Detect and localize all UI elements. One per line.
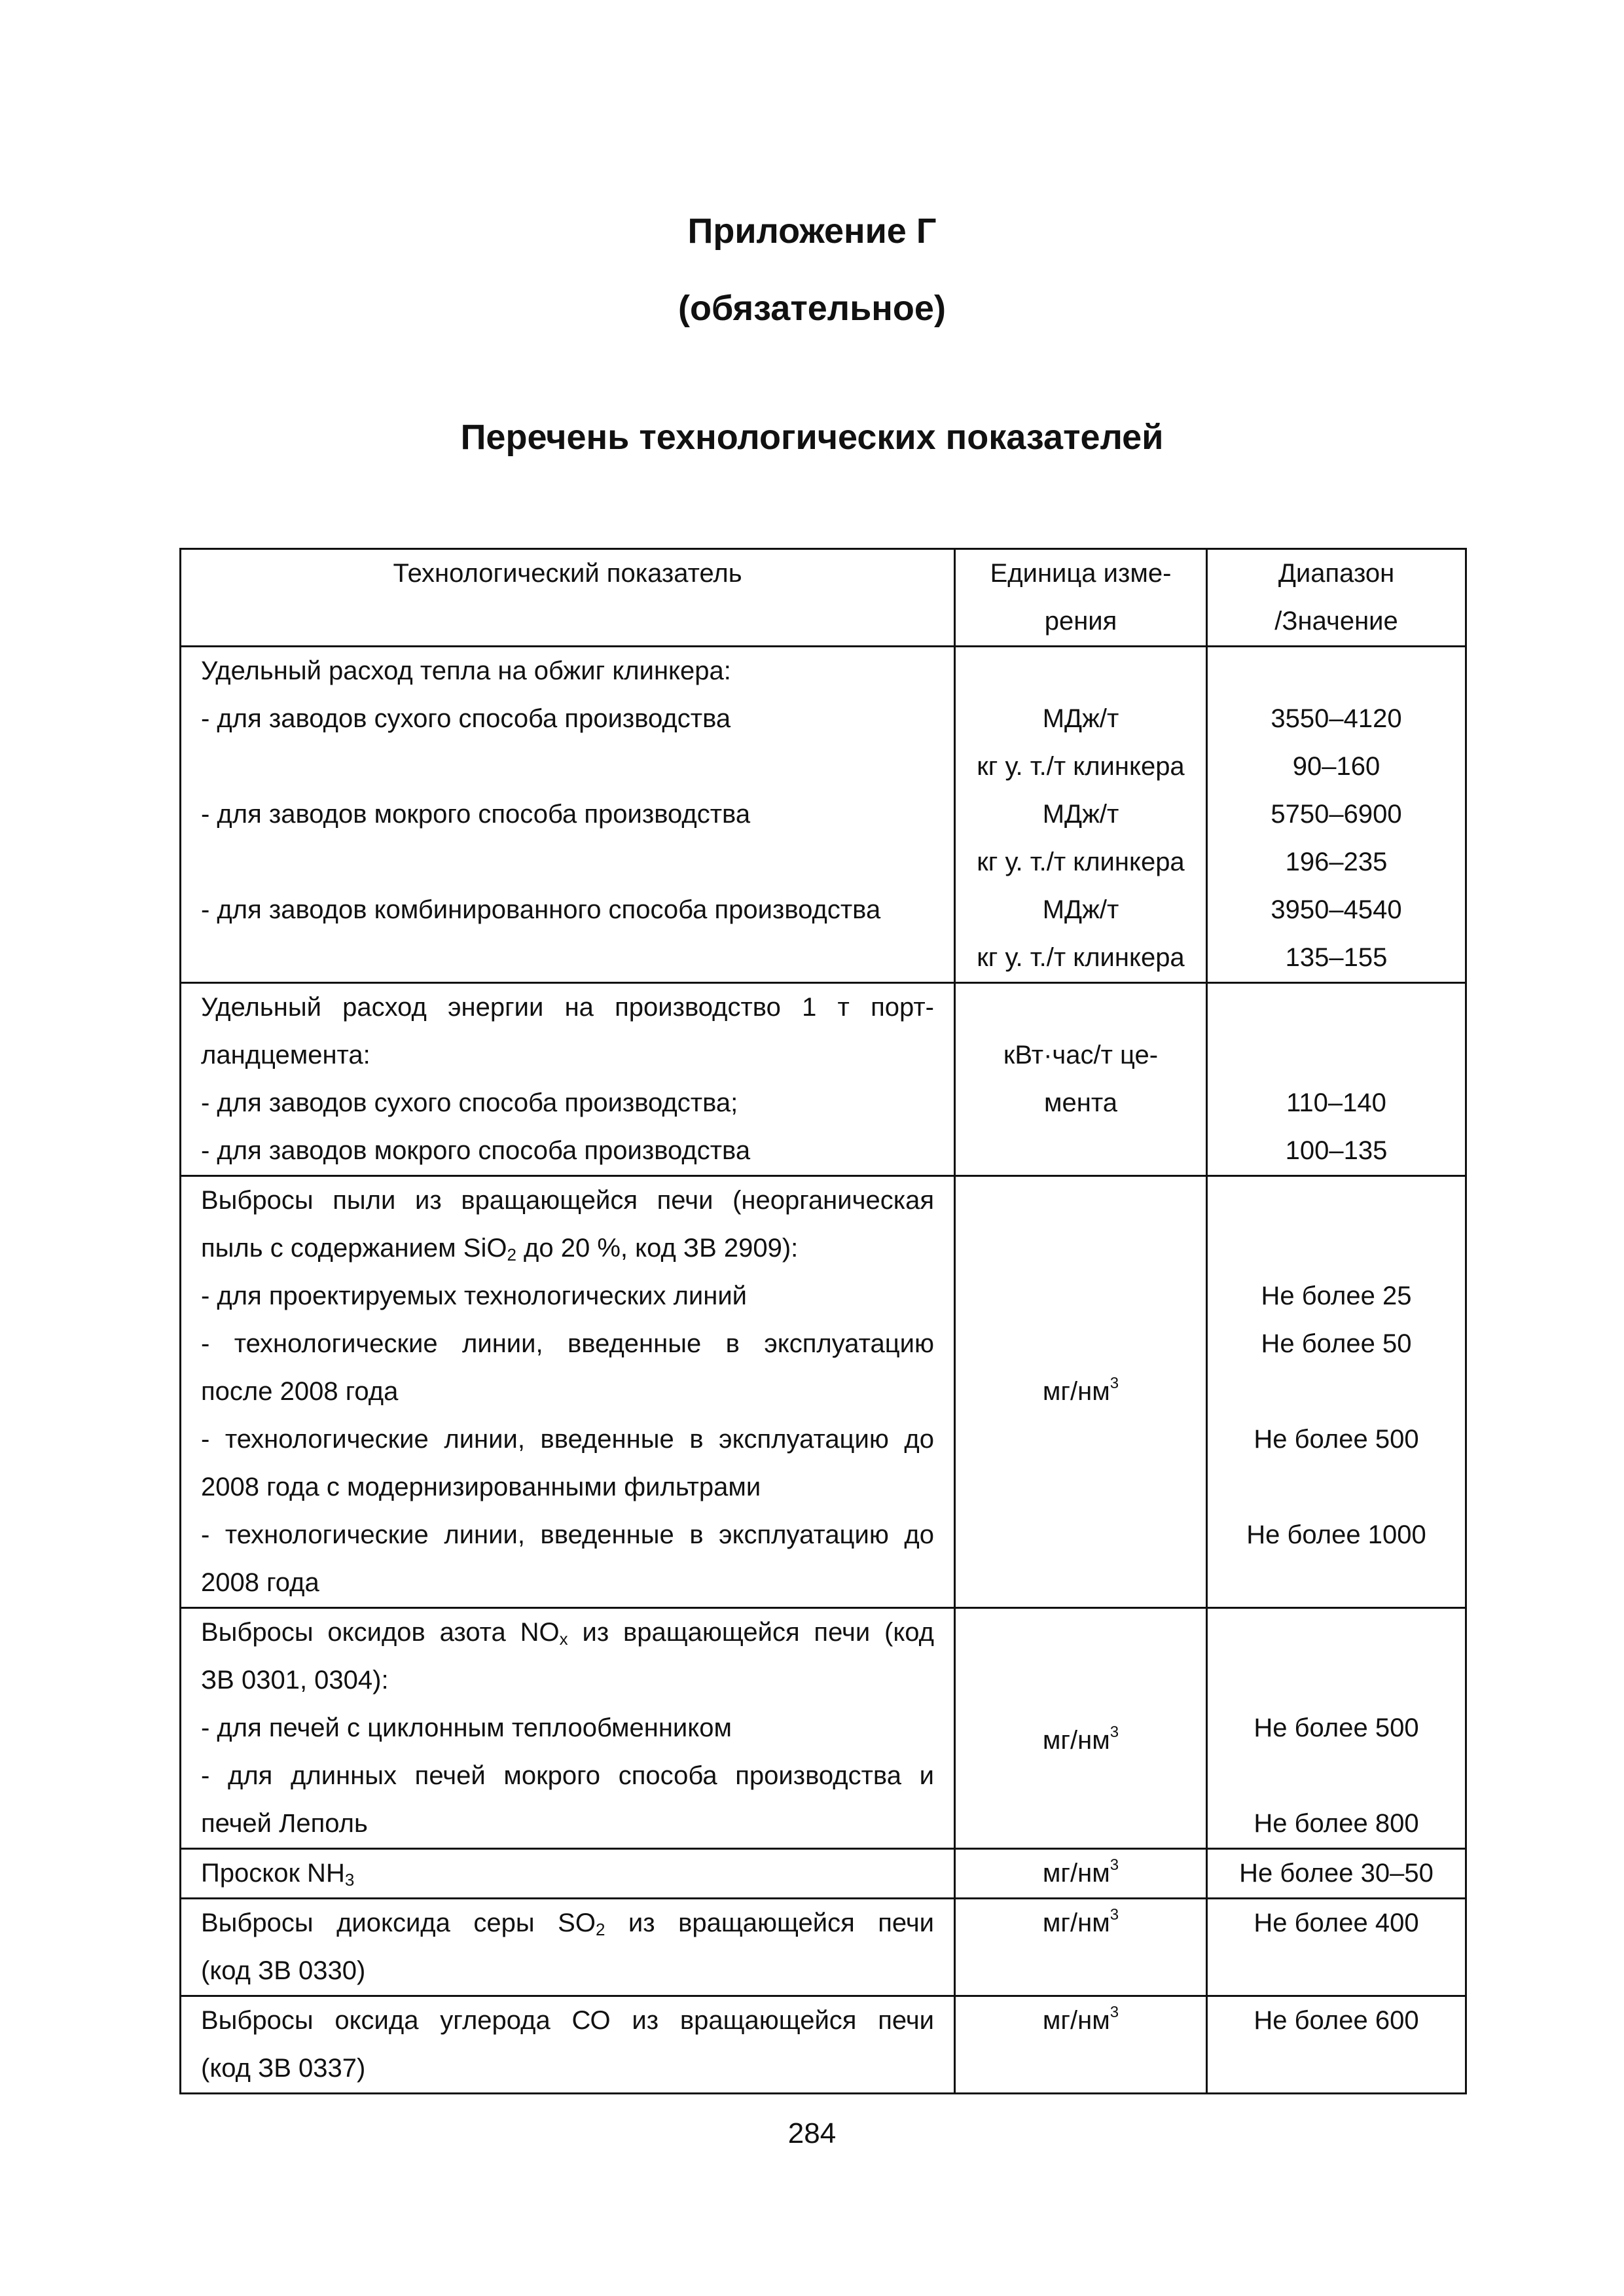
dust-modernized-line1: - технологические линии, введенные в эксплуатацию до bbox=[201, 1425, 934, 1454]
dust-new-lines: - для проектируемых технологических линий bbox=[201, 1282, 748, 1310]
heat-wet-unit-kg: кг у. т./т клинкера bbox=[977, 848, 1185, 876]
appendix-status: (обязательное) bbox=[678, 289, 946, 328]
nox-long-line1: - для длинных печей мокрого способа производства и bbox=[201, 1761, 934, 1790]
nox-long-value: Не более 800 bbox=[1254, 1809, 1419, 1838]
nh3-indicator bbox=[181, 1849, 955, 1899]
nh3-value: Не более 30–50 bbox=[1239, 1859, 1434, 1888]
energy-wet: - для заводов мокрого способа производства bbox=[201, 1136, 751, 1165]
heat-comb-unit-mj: МДж/т bbox=[1042, 895, 1119, 924]
co-unit-text: $мг/нм^3$ bbox=[1042, 2003, 1119, 2035]
energy-indicator bbox=[181, 983, 955, 1176]
nh3-unit-text: $мг/нм^3$ bbox=[1042, 1856, 1119, 1888]
header-range-line1: Диапазон bbox=[1278, 559, 1395, 588]
dust-after2008-line1: - технологические линии, введенные в эксплуатацию bbox=[201, 1329, 934, 1358]
header-indicator bbox=[181, 549, 955, 647]
table-row-nox bbox=[181, 1608, 1466, 1849]
heat-wet-unit-mj: МДж/т bbox=[1042, 800, 1119, 829]
nox-title-line2: ЗВ 0301, 0304): bbox=[201, 1666, 389, 1695]
nox-unit bbox=[955, 1608, 1207, 1849]
energy-values bbox=[1207, 983, 1466, 1176]
table-row-energy bbox=[181, 983, 1466, 1176]
nox-long-line2: печей Леполь bbox=[201, 1809, 368, 1838]
dust-after2008-line2: после 2008 года bbox=[201, 1377, 399, 1406]
table-header-row bbox=[181, 549, 1466, 647]
nox-unit-text: $мг/нм^3$ bbox=[1042, 1723, 1119, 1755]
heat-wet-kg-value: 196–235 bbox=[1285, 848, 1388, 876]
heat-combined: - для заводов комбинированного способа производства bbox=[201, 895, 881, 924]
so2-line1: Выбросы диоксида серы $SO_2$ из вращающейся печи bbox=[201, 1909, 934, 1939]
so2-unit bbox=[955, 1899, 1207, 1996]
energy-title-line1: Удельный расход энергии на производство 1 т порт- bbox=[201, 993, 934, 1022]
appendix-title: Приложение Г bbox=[687, 211, 937, 251]
nox-values bbox=[1207, 1608, 1466, 1849]
heat-wet-mj-value: 5750–6900 bbox=[1271, 800, 1402, 829]
co-indicator bbox=[181, 1996, 955, 2094]
energy-unit-line2: мента bbox=[1044, 1088, 1117, 1117]
dust-after2008-value: Не более 50 bbox=[1261, 1329, 1412, 1358]
dust-indicator bbox=[181, 1176, 955, 1608]
header-range bbox=[1207, 549, 1466, 647]
dust-unit-text: $мг/нм^3$ bbox=[1042, 1374, 1119, 1406]
co-line2: (код ЗВ 0337) bbox=[201, 2054, 366, 2083]
header-indicator-text: Технологический показатель bbox=[393, 559, 742, 588]
heat-title: Удельный расход тепла на обжиг клинкера: bbox=[201, 656, 731, 685]
heat-wet: - для заводов мокрого способа производства bbox=[201, 800, 751, 829]
heat-dry-mj-value: 3550–4120 bbox=[1271, 704, 1402, 733]
table-row-so2 bbox=[181, 1899, 1466, 1996]
co-unit bbox=[955, 1996, 1207, 2094]
so2-values bbox=[1207, 1899, 1466, 1996]
heat-values bbox=[1207, 647, 1466, 983]
so2-indicator bbox=[181, 1899, 955, 1996]
header-range-line2: /Значение bbox=[1274, 607, 1398, 636]
table-row-co bbox=[181, 1996, 1466, 2094]
co-values bbox=[1207, 1996, 1466, 2094]
table-title: Перечень технологических показателей bbox=[460, 418, 1164, 457]
header-unit-line1: Единица изме- bbox=[990, 559, 1172, 588]
table-row-nh3 bbox=[181, 1849, 1466, 1899]
nox-indicator bbox=[181, 1608, 955, 1849]
nox-cyclone-value: Не более 500 bbox=[1254, 1713, 1419, 1742]
nh3-values bbox=[1207, 1849, 1466, 1899]
table-row-dust bbox=[181, 1176, 1466, 1608]
dust-old-line1: - технологические линии, введенные в эксплуатацию до bbox=[201, 1520, 934, 1549]
dust-modernized-line2: 2008 года с модернизированными фильтрами bbox=[201, 1473, 761, 1501]
heat-dry-unit-mj: МДж/т bbox=[1042, 704, 1119, 733]
heat-comb-mj-value: 3950–4540 bbox=[1271, 895, 1402, 924]
energy-wet-value: 100–135 bbox=[1285, 1136, 1388, 1165]
page-number: 284 bbox=[787, 2117, 837, 2149]
nox-title-line1: Выбросы оксидов азота $NO_x$ из вращающейся печи (код bbox=[201, 1618, 935, 1649]
energy-unit-line1: кВт·час/т це- bbox=[1003, 1041, 1159, 1069]
heat-units bbox=[955, 647, 1207, 983]
dust-old-value: Не более 1000 bbox=[1246, 1520, 1426, 1549]
header-unit bbox=[955, 549, 1207, 647]
dust-values bbox=[1207, 1176, 1466, 1608]
dust-title-line2: пыль с содержанием SiO$_2$ до 20 %, код ЗВ 2909): bbox=[201, 1234, 799, 1265]
energy-unit bbox=[955, 983, 1207, 1176]
energy-dry-value: 110–140 bbox=[1286, 1088, 1386, 1117]
dust-new-value: Не более 25 bbox=[1261, 1282, 1412, 1310]
dust-unit bbox=[955, 1176, 1207, 1608]
energy-title-line2: ландцемента: bbox=[201, 1041, 370, 1069]
dust-title-line1: Выбросы пыли из вращающейся печи (неорганическая bbox=[201, 1186, 934, 1215]
so2-line2: (код ЗВ 0330) bbox=[201, 1956, 366, 1985]
heat-dry: - для заводов сухого способа производства bbox=[201, 704, 731, 733]
heat-comb-kg-value: 135–155 bbox=[1285, 943, 1388, 972]
table-row-heat bbox=[181, 647, 1466, 983]
so2-unit-text: $мг/нм^3$ bbox=[1042, 1906, 1119, 1937]
heat-indicator bbox=[181, 647, 955, 983]
header-unit-line2: рения bbox=[1044, 607, 1117, 636]
indicators-table bbox=[179, 548, 1467, 2094]
nh3-label: Проскок $NH_3$ bbox=[201, 1859, 355, 1890]
dust-old-line2: 2008 года bbox=[201, 1568, 319, 1597]
co-line1: Выбросы оксида углерода СО из вращающейся печи bbox=[201, 2006, 934, 2035]
energy-dry: - для заводов сухого способа производства; bbox=[201, 1088, 738, 1117]
heat-comb-unit-kg: кг у. т./т клинкера bbox=[977, 943, 1185, 972]
heat-dry-kg-value: 90–160 bbox=[1292, 752, 1380, 781]
nh3-unit bbox=[955, 1849, 1207, 1899]
dust-modernized-value: Не более 500 bbox=[1254, 1425, 1419, 1454]
nox-cyclone: - для печей с циклонным теплообменником bbox=[201, 1713, 732, 1742]
co-value: Не более 600 bbox=[1254, 2006, 1419, 2035]
so2-value: Не более 400 bbox=[1254, 1909, 1419, 1937]
heat-dry-unit-kg: кг у. т./т клинкера bbox=[977, 752, 1185, 781]
